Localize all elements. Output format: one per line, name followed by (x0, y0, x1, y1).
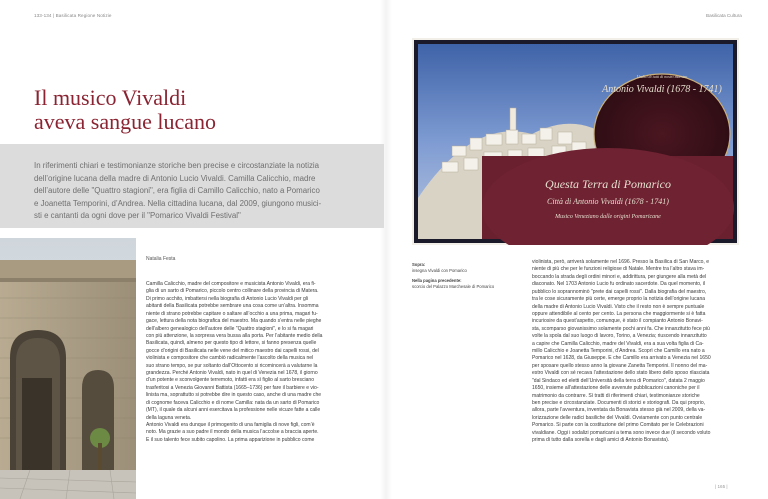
body-line: sta, scomparso giovanissimo solamente pochi anni fa. Che innanzitutto fece più (532, 325, 710, 332)
body-line: per sposare quello stesso anno la giovane Zanetta Temporini. Il nonno del ma- (532, 362, 708, 369)
caption-precedente (412, 278, 522, 289)
article-title (34, 86, 364, 134)
caption-text: insegna Vivaldi con Pomarico (412, 267, 467, 273)
body-line: tra le cose sicuramente più certe, emerge proprio la notizia dell’origine lucana (532, 296, 706, 303)
body-line: a capire che Camilla Calicchio, madre del Vivaldi, era a sua volta figlia di Ca- (532, 340, 704, 347)
running-header-right: Basilicata Cultura (706, 13, 742, 18)
vivaldi-painting (412, 38, 739, 245)
painting-top-text: Antonio Vivaldi (1678 - 1741) (602, 84, 722, 95)
body-line: estro Vivaldi con sé recava l’attestazione dello stato libero dello sposo rilasciata (532, 370, 710, 377)
body-line: niente di più che per le funzioni religiose di Natale. Mentre tra l’altro stava im- (532, 266, 705, 273)
page-number: | 165 | (715, 484, 728, 489)
body-line: Basilicata, quindi, almeno per questo tipo di lettore, si fanno presenza quelle (146, 340, 317, 347)
title-line-2: aveva sangue lucano (34, 109, 217, 134)
body-line: violinista, però, arriverà solamente nel 1696. Presso la Basilica di San Marco, e (532, 259, 710, 265)
caption-label: Sopra: (412, 262, 426, 267)
body-column-2 (532, 259, 740, 445)
castle-illustration (0, 238, 136, 499)
body-line: pubblico lo soprannominò "prete dai capelli rossi". Dalla biografia del maestro, (532, 288, 707, 295)
body-line: ben precise e circostanziate. Documenti di storici e storiografi. Da qui proprio, (532, 400, 706, 407)
body-line: violinista e compositore che cambiò radicalmente l’ascolto della musica nel (146, 355, 314, 362)
body-column-1 (146, 281, 366, 444)
body-line: oppure attendibile al cento per cento. La persona che maggiormente si è fatta (532, 310, 706, 317)
running-header-left: 133-134 | Basilicata Regione Notizie (34, 13, 112, 18)
body-line: suo strano tempo, se pur soltanto dall’Ottocento si ricomincerà a valutarne la (146, 362, 318, 369)
body-line: trasferitosi a Venezia Giovanni Battista (1665–1736) per fare il barbiere e vio- (146, 384, 319, 391)
caption-sopra (412, 262, 522, 273)
body-line: niente di strano potrebbe capitare o saltare all’occhio a una prima, magari fu- (146, 310, 318, 317)
body-line: (MT), il quale da alcuni anni esercitava la professione nelle vicuze fatte a calle (146, 407, 321, 414)
body-line: della laguna veneta. (146, 414, 192, 421)
body-line: linista ma, soprattutto si potrebbe dire in questo caso, anche di una madre che (146, 392, 322, 399)
body-line: allora, parte l’avventura, inventata da Bonavista stesso già nel 2009, della va- (532, 407, 706, 414)
body-line: grandezza. Perché Antonio Vivaldi, nato in quel di Venezia nel 1678, il giorno (146, 370, 318, 377)
body-line: Camilla Calicchio, madre del compositore e musicista Antonio Vivaldi, era fi- (146, 281, 316, 287)
body-line: incuriosire da quest’aspetto, comunque, è stato il compianto Antonio Bonavi- (532, 318, 703, 325)
body-line: lorizzazione delle radici basiliche del Vivaldi. Ovviamente con punto centrale (532, 414, 703, 421)
painting-illustration (412, 38, 739, 245)
castle-photo (0, 238, 136, 499)
body-line: 1650, insieme all’attestazione delle avvenute pubblicazioni canoniche per il (532, 385, 700, 392)
body-line: Antonio Vivaldi era dunque il primogenito di una famiglia di nove figli, com’è (146, 422, 315, 429)
lead-line: dell’origine lucana della madre di Antonio Lucio Vivaldi. Camilla Calicchio, madre (34, 173, 316, 183)
body-line: d’un potente e sconvolgente terremoto, infatti era sì figlio al sarto bresciano (146, 377, 315, 384)
body-line: Pomarico. Si parte con la costituzione del primo Comitato per le Celebrazioni (532, 422, 704, 429)
body-line: abitanti della Basilicata potrebbe sembrare una cosa come un’altra. Insomma (146, 303, 319, 310)
body-line: diaconato. Nel 1703 Antonio Lucio fu ordinato sacerdote. Da quel momento, il (532, 281, 706, 288)
body-line: "dal Sindaco ed eletti dell’Università della terra di Pomarico", datata 2 maggio (532, 377, 705, 384)
lead-line: sti e cantanti da ogni dove per il "Pomarico Vivaldi Festival" (34, 211, 241, 220)
body-line: prima di tutto dalla sorella e dagli amici di Antonio Bonavista). (532, 437, 670, 444)
body-line: glia di un sarto di Pomarico, piccolo centro collinare della provincia di Matera. (146, 288, 319, 295)
body-line: gocce d’origini di Basilicata nelle vene del mitico maestro dai capelli rossi, del (146, 347, 319, 354)
lead-line: e Joanetta Temporini, d’Andrea. Nella cittadina lucana, dal 2009, giungono musici- (34, 198, 322, 208)
body-line: dell’albero genealogico dell’autore delle "Quattro stagioni", e lo si fa magari (146, 325, 314, 332)
lead-line: In riferimenti chiari e testimonianze storiche ben precise e circostanziate la notizia (34, 161, 320, 170)
body-line: della madre di Antonio Lucio Vivaldi. Visto che il resto non è sempre puntuale (532, 303, 705, 310)
body-line: vivaldiane. Oggi i sodalizi pomaricani a tema sono invece due (il secondo voluto (532, 429, 711, 436)
body-line: matrimonio da contrarre. Sì tratti di riferimenti chiari, testimonianze storiche (532, 392, 700, 399)
body-line: di cognome faceva Calicchio e di nome Camilla: nata da un sarto di Pomarico (146, 399, 320, 406)
caption-text: scorcio del Palazzo Marchesale di Pomarico (412, 283, 495, 289)
body-line: E il suo talento fece subito capolino. La prima apparizione in pubblico come (146, 436, 315, 443)
body-line: Pomarico nel 1628, da Giuseppe. E che Camillo era arrivato a Venezia nel 1650 (532, 355, 711, 362)
page-gutter (380, 0, 392, 499)
body-line: noto. Ma grazie a suo padre il mondo della musica l’accolse a braccia aperte. (146, 429, 319, 436)
painting-top-small: Undici di tutti di nostri maestro (636, 74, 688, 79)
title-line-1: Il musico Vivaldi (34, 85, 187, 110)
body-line: millo Calicchio e Joanetta Temporini, d’Andrea. Scoprì che Camillo era nato a (532, 348, 705, 355)
sign-line-1: Questa Terra di Pomarico (545, 177, 671, 191)
body-line: Di primo acchito, imbattersi nella biografia di Antonio Lucio Vivaldi per gli (146, 295, 309, 302)
body-line: boccando la strada degli ordini minori e, addirittura, per giungere alla metà del (532, 273, 707, 280)
sign-line-3: Musico Veneziano dalle origini Pomaricane (555, 214, 661, 220)
sign-line-2: Città di Antonio Vivaldi (1678 - 1741) (547, 197, 669, 206)
body-line: gace, lettura della nota biografica del maestro. Ma quando s’entra nelle pieghe (146, 318, 322, 325)
author-name: Natalia Festa (146, 256, 176, 262)
lead-paragraph (34, 160, 377, 223)
caption-label: Nella pagina precedente: (412, 278, 462, 283)
body-line: volte la spola dal suo luogo di lavoro, Torino, a Venezia; riuscendo innanzitutto (532, 333, 707, 340)
body-line: con più attenzione, la sorpresa vera bussa alla porta. Per l’abitante medio della (146, 332, 323, 339)
lead-line: dell’autore delle "Quattro stagioni", era figlia di Camillo Calicchio, nato a Pomarico (34, 186, 320, 195)
